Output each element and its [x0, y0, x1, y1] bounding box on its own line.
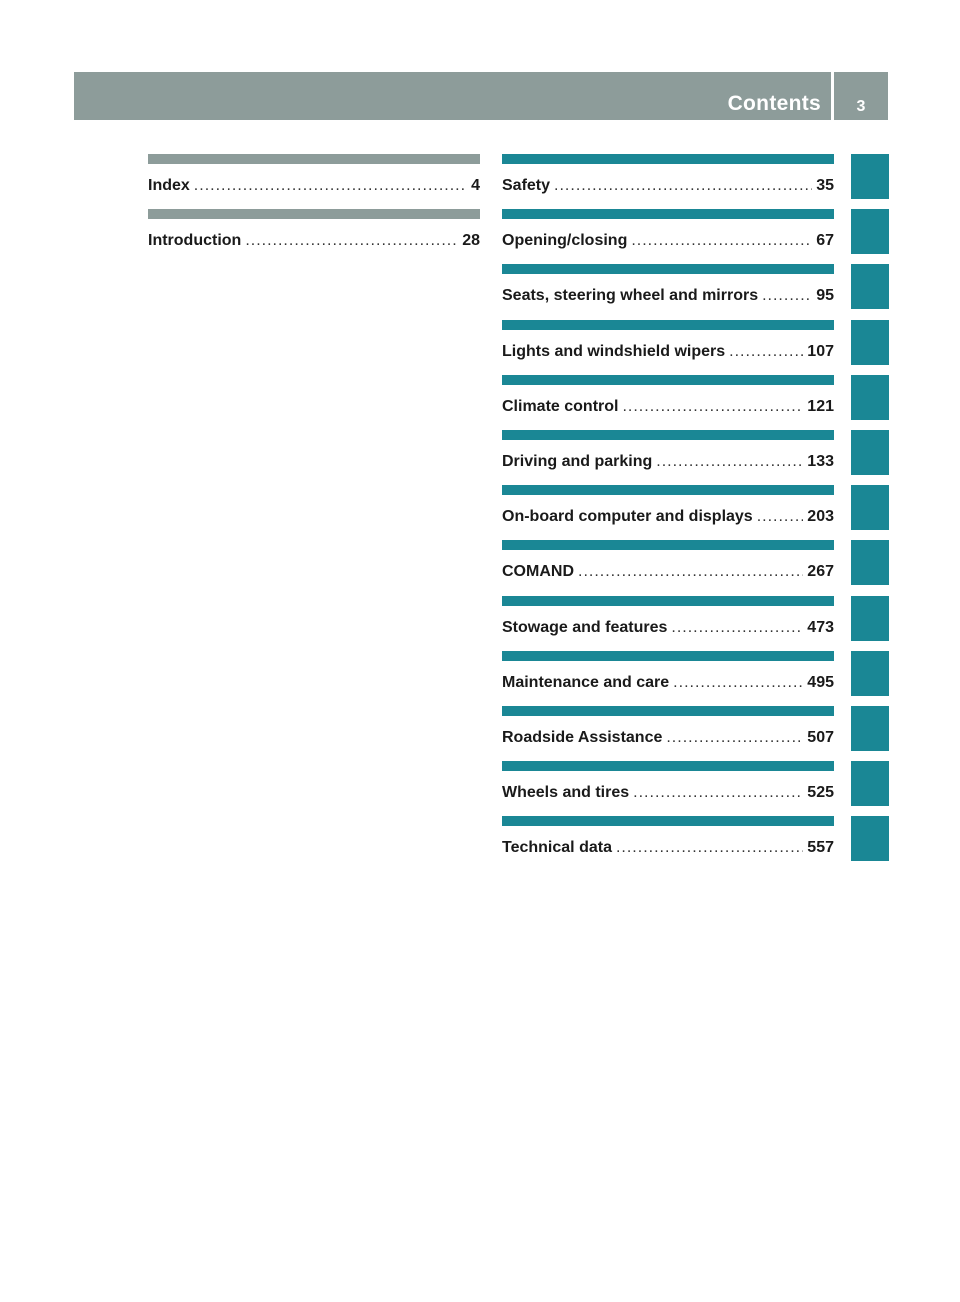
section-tab[interactable] — [851, 651, 889, 696]
toc-entry-page: 203 — [807, 508, 834, 526]
toc-line — [502, 729, 834, 747]
toc-entry-page: 107 — [807, 342, 834, 360]
toc-entry-page: 95 — [816, 287, 834, 305]
toc-entry-page: 67 — [816, 232, 834, 250]
section-divider — [502, 651, 834, 661]
toc-entry[interactable] — [148, 154, 480, 209]
section-divider — [502, 816, 834, 826]
dot-leader — [729, 343, 803, 361]
toc-entry-page: 28 — [462, 232, 480, 250]
toc-line — [502, 563, 834, 581]
toc-entry[interactable] — [502, 154, 834, 209]
section-tab[interactable] — [851, 430, 889, 475]
section-tab[interactable] — [851, 154, 889, 199]
section-divider — [502, 485, 834, 495]
toc-entry[interactable] — [502, 816, 834, 871]
toc-entry[interactable] — [502, 651, 834, 706]
toc-entry-label: Index — [148, 177, 190, 194]
toc-entry-label: Opening/closing — [502, 232, 628, 250]
section-tab[interactable] — [851, 485, 889, 530]
toc-entry-page: 557 — [807, 839, 834, 857]
toc-entry[interactable] — [502, 596, 834, 651]
toc-entry-label: Safety — [502, 177, 551, 194]
dot-leader — [666, 729, 803, 747]
page-number: 3 — [834, 72, 888, 120]
dot-leader — [671, 619, 803, 637]
section-divider — [502, 264, 834, 274]
section-divider — [502, 430, 834, 440]
dot-leader — [245, 232, 458, 250]
dot-leader — [578, 563, 803, 581]
toc-entry[interactable] — [502, 761, 834, 816]
section-divider — [502, 375, 834, 385]
toc-entry[interactable] — [502, 485, 834, 540]
toc-entry-page: 473 — [807, 618, 834, 636]
dot-leader — [554, 177, 812, 195]
toc-line — [148, 232, 480, 250]
toc-entry-label: Introduction — [148, 232, 242, 250]
toc-entry-label: Maintenance and care — [502, 673, 670, 691]
section-tab[interactable] — [851, 209, 889, 254]
toc-line — [502, 398, 834, 416]
section-tab[interactable] — [851, 375, 889, 420]
section-tab[interactable] — [851, 761, 889, 806]
section-tab[interactable] — [851, 320, 889, 365]
dot-leader — [656, 453, 803, 471]
toc-line — [502, 287, 834, 305]
toc-entry-label: Wheels and tires — [502, 784, 630, 802]
section-divider — [502, 209, 834, 219]
section-tab[interactable] — [851, 816, 889, 861]
dot-leader — [762, 287, 812, 305]
toc-entry-page: 495 — [807, 673, 834, 691]
toc-entry-label: Technical data — [502, 839, 612, 857]
toc-entry-page: 4 — [471, 177, 480, 194]
section-divider — [502, 706, 834, 716]
toc-entry[interactable] — [502, 430, 834, 485]
toc-entry-page: 133 — [807, 452, 834, 470]
toc-line — [502, 343, 834, 361]
toc-line — [502, 232, 834, 250]
toc-entry-page: 121 — [807, 397, 834, 415]
toc-line — [502, 839, 834, 857]
toc-entry[interactable] — [148, 209, 480, 264]
section-divider — [502, 154, 834, 164]
toc-line — [502, 674, 834, 692]
toc-line — [502, 508, 834, 526]
toc-entry-label: Roadside Assistance — [502, 728, 663, 746]
toc-line — [502, 177, 834, 195]
toc-entry-label: Seats, steering wheel and mirrors — [502, 287, 759, 305]
section-divider — [148, 209, 480, 219]
dot-leader — [622, 398, 803, 416]
section-tab[interactable] — [851, 540, 889, 585]
toc-entry[interactable] — [502, 540, 834, 595]
section-tabs — [851, 154, 889, 871]
dot-leader — [616, 839, 803, 857]
toc-right-column — [502, 154, 834, 871]
toc-entry[interactable] — [502, 375, 834, 430]
header-bar — [74, 72, 831, 120]
toc-entry-label: Climate control — [502, 397, 619, 415]
toc-entry[interactable] — [502, 264, 834, 319]
toc-entry[interactable] — [502, 320, 834, 375]
section-tab[interactable] — [851, 264, 889, 309]
dot-leader — [757, 508, 804, 526]
toc-entry[interactable] — [502, 706, 834, 761]
toc-entry-label: On-board computer and displays — [502, 508, 753, 526]
section-tab[interactable] — [851, 596, 889, 641]
toc-line — [148, 177, 480, 195]
toc-entry-page: 35 — [816, 177, 834, 194]
dot-leader — [673, 674, 803, 692]
toc-left-column — [148, 154, 480, 264]
page-title: Contents — [727, 92, 821, 115]
toc-entry-page: 525 — [807, 784, 834, 802]
section-divider — [502, 320, 834, 330]
toc-entry-label: Driving and parking — [502, 452, 653, 470]
toc-line — [502, 619, 834, 637]
toc-entry-page: 507 — [807, 728, 834, 746]
toc-entry-page: 267 — [807, 563, 834, 581]
toc-entry-label: Stowage and features — [502, 618, 668, 636]
section-divider — [502, 761, 834, 771]
section-divider — [502, 596, 834, 606]
section-divider — [148, 154, 480, 164]
section-divider — [502, 540, 834, 550]
dot-leader — [194, 177, 467, 195]
toc-entry-label: Lights and windshield wipers — [502, 342, 726, 360]
toc-entry[interactable] — [502, 209, 834, 264]
toc-entry-label: COMAND — [502, 563, 574, 581]
toc-line — [502, 453, 834, 471]
section-tab[interactable] — [851, 706, 889, 751]
dot-leader — [633, 784, 803, 802]
toc-line — [502, 784, 834, 802]
dot-leader — [631, 232, 812, 250]
